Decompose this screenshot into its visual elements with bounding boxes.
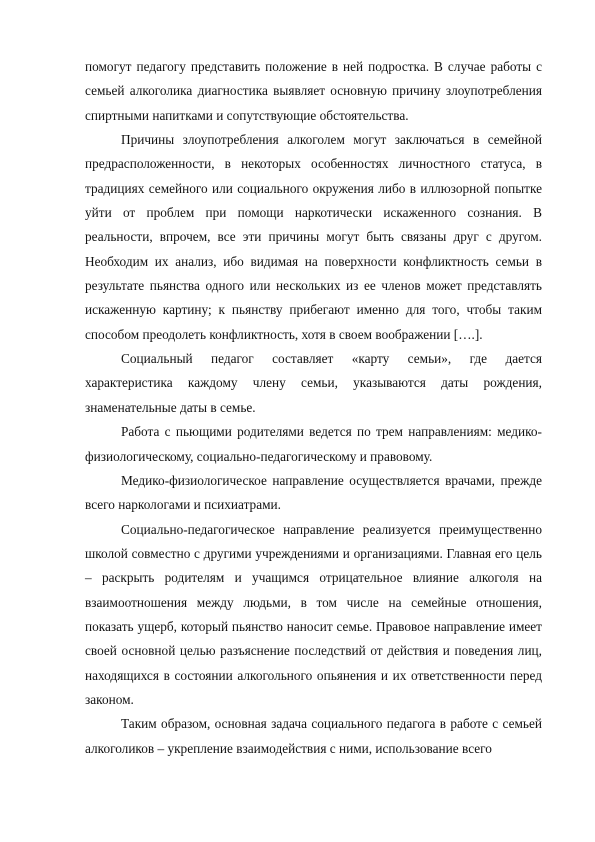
- paragraph-1: помогут педагогу представить положение в ней подростка. В случае работы с семьей алкоголика диагностика выявляет основную причину злоупотребления спиртными напитками и сопутствующие обстоятельства.: [85, 59, 542, 123]
- paragraph-3: Социальный педагог составляет «карту семьи», где дается характеристика каждому члену семьи, указываются даты рождения, знаменательные даты в семье.: [85, 351, 542, 415]
- paragraph-6: Социально-педагогическое направление реализуется преимущественно школой совместно с другими учреждениями и организациями. Главная его цель – раскрыть родителям и учащимся отрицательное влияние алкоголя на взаимоотношения между людьми, в том числе на семейные отношения, показать ущерб, который пьянство наносит семье. Правовое направление имеет своей основной целью разъяснение последствий от действия и поведения лиц, находящихся в состоянии алкогольного опьянения и их ответственности перед законом.: [85, 521, 542, 707]
- paragraph-2: Причины злоупотребления алкоголем могут заключаться в семейной предрасположенности, в некоторых особенностях личностного статуса, в традициях семейного или социального окружения либо в иллюзорной попытке уйти от проблем при помощи наркотически искаженного сознания. В реальности, впрочем, все эти причины могут быть связаны друг с другом. Необходим их анализ, ибо видимая на поверхности конфликтность семьи в результате пьянства одного или нескольких из ее членов может представлять искаженную картину; к пьянству прибегают именно для того, чтобы таким способом преодолеть конфликтность, хотя в своем воображении [….].: [85, 132, 542, 342]
- paragraph-7: Таким образом, основная задача социального педагога в работе с семьей алкоголиков – укрепление взаимодействия с ними, использование всего: [85, 716, 542, 756]
- paragraph-4: Работа с пьющими родителями ведется по трем направлениям: медико-физиологическому, социально-педагогическому и правовому.: [85, 424, 542, 464]
- paragraph-5: Медико-физиологическое направление осуществляется врачами, прежде всего наркологами и психиатрами.: [85, 472, 542, 513]
